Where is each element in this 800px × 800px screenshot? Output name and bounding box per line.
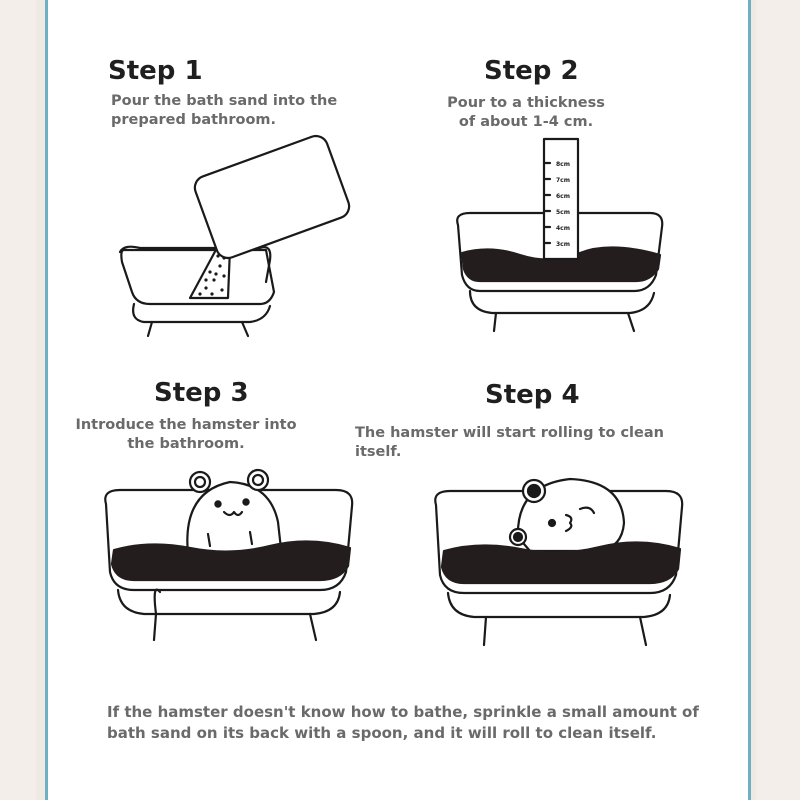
hamster-icon [187,470,282,558]
step-3-title: Step 3 [154,378,249,408]
step-2-title: Step 2 [484,56,579,86]
ruler-label: 3cm [556,241,570,248]
step-2-text: Pour to a thickness of about 1-4 cm. [447,95,605,130]
ruler-label: 7cm [556,177,570,184]
bathing-tip: If the hamster doesn't know how to bathe, sprinkle a small amount of bath sand on its back with a spoon, and it will roll to clean itself. [107,703,699,742]
step-3-text: Introduce the hamster into the bathroom. [75,417,297,452]
page-edge-left [0,0,36,800]
step-1-title: Step 1 [108,56,203,86]
page-edge-right [756,0,800,800]
hamster-icon [510,479,624,551]
ruler-label: 8cm [556,161,570,168]
step-3-illustration [100,462,360,652]
step-4-title: Step 4 [485,380,580,410]
ruler-label: 4cm [556,225,570,232]
step-4-text: The hamster will start rolling to clean itself. [355,425,664,460]
step-1-illustration [110,130,370,340]
step-4-illustration [430,475,690,655]
ruler-label: 6cm [556,193,570,200]
step-1-text: Pour the bath sand into the prepared bathroom. [111,93,338,128]
sand-bag-icon [192,133,353,262]
step-2-illustration [450,135,675,340]
ruler-label: 5cm [556,209,570,216]
ruler-scale [556,157,570,253]
